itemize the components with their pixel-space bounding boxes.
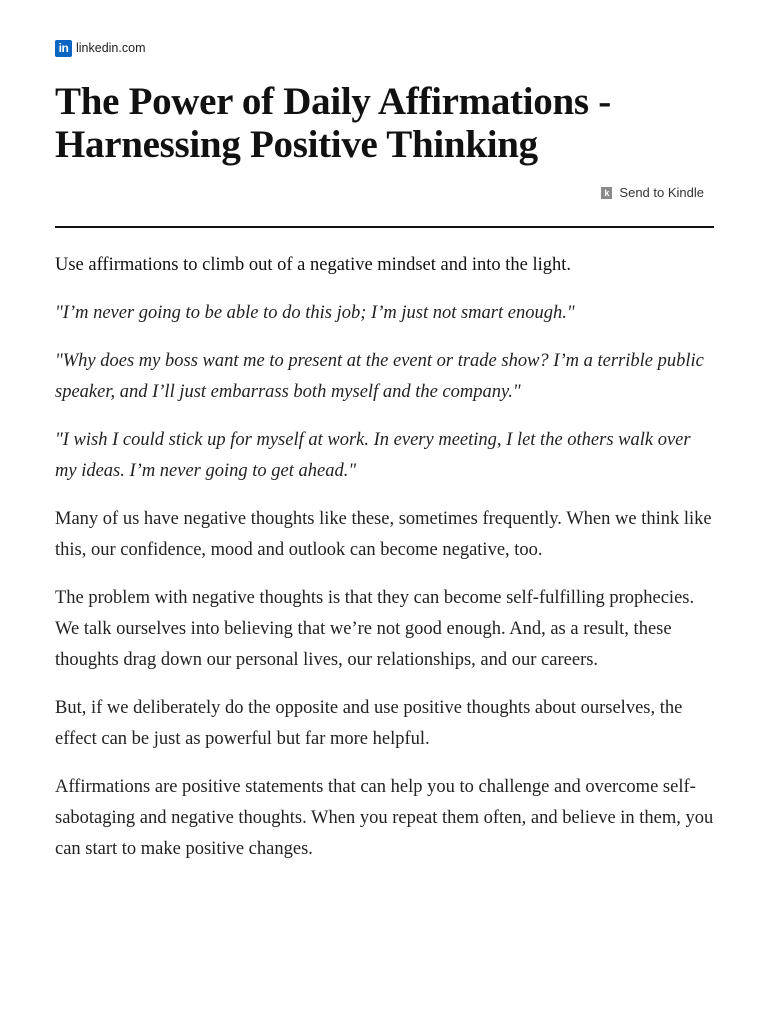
article-body	[55, 250, 715, 882]
paragraph-4: Affirmations are positive statements that can help you to challenge and overcome self-sabotaging and negative thoughts. When you repeat them often, and believe in them, you can start to make positive changes.	[55, 777, 714, 859]
paragraph-2: The problem with negative thoughts is that they can become self-fulfilling prophecies. We talk ourselves into believing that we’re not good enough. And, as a result, these thoughts drag down our personal lives, our relationships, and our careers.	[55, 588, 695, 670]
linkedin-logo-icon: in	[55, 40, 72, 57]
kindle-icon: k	[601, 187, 612, 199]
source-domain[interactable]: linkedin.com	[76, 41, 146, 55]
source-header[interactable]	[55, 39, 145, 57]
send-to-kindle-button[interactable]	[601, 185, 704, 200]
title-divider	[55, 226, 714, 228]
article-lede: Use affirmations to climb out of a negative mindset and into the light.	[55, 255, 572, 275]
quote-3: "I wish I could stick up for myself at work. In every meeting, I let the others walk over my ideas. I’m never going to get ahead."	[55, 430, 691, 481]
quote-2: "Why does my boss want me to present at the event or trade show? I’m a terrible public speaker, and I’ll just embarrass both myself and the company."	[55, 351, 704, 402]
quote-1: "I’m never going to be able to do this job; I’m just not smart enough."	[55, 303, 575, 323]
paragraph-1: Many of us have negative thoughts like these, sometimes frequently. When we think like this, our confidence, mood and outlook can become negative, too.	[55, 509, 712, 560]
article-title: The Power of Daily Affirmations - Harnessing Positive Thinking	[55, 80, 611, 166]
paragraph-3: But, if we deliberately do the opposite and use positive thoughts about ourselves, the effect can be just as powerful but far more helpful.	[55, 698, 683, 749]
send-to-kindle-label: Send to Kindle	[619, 185, 704, 200]
